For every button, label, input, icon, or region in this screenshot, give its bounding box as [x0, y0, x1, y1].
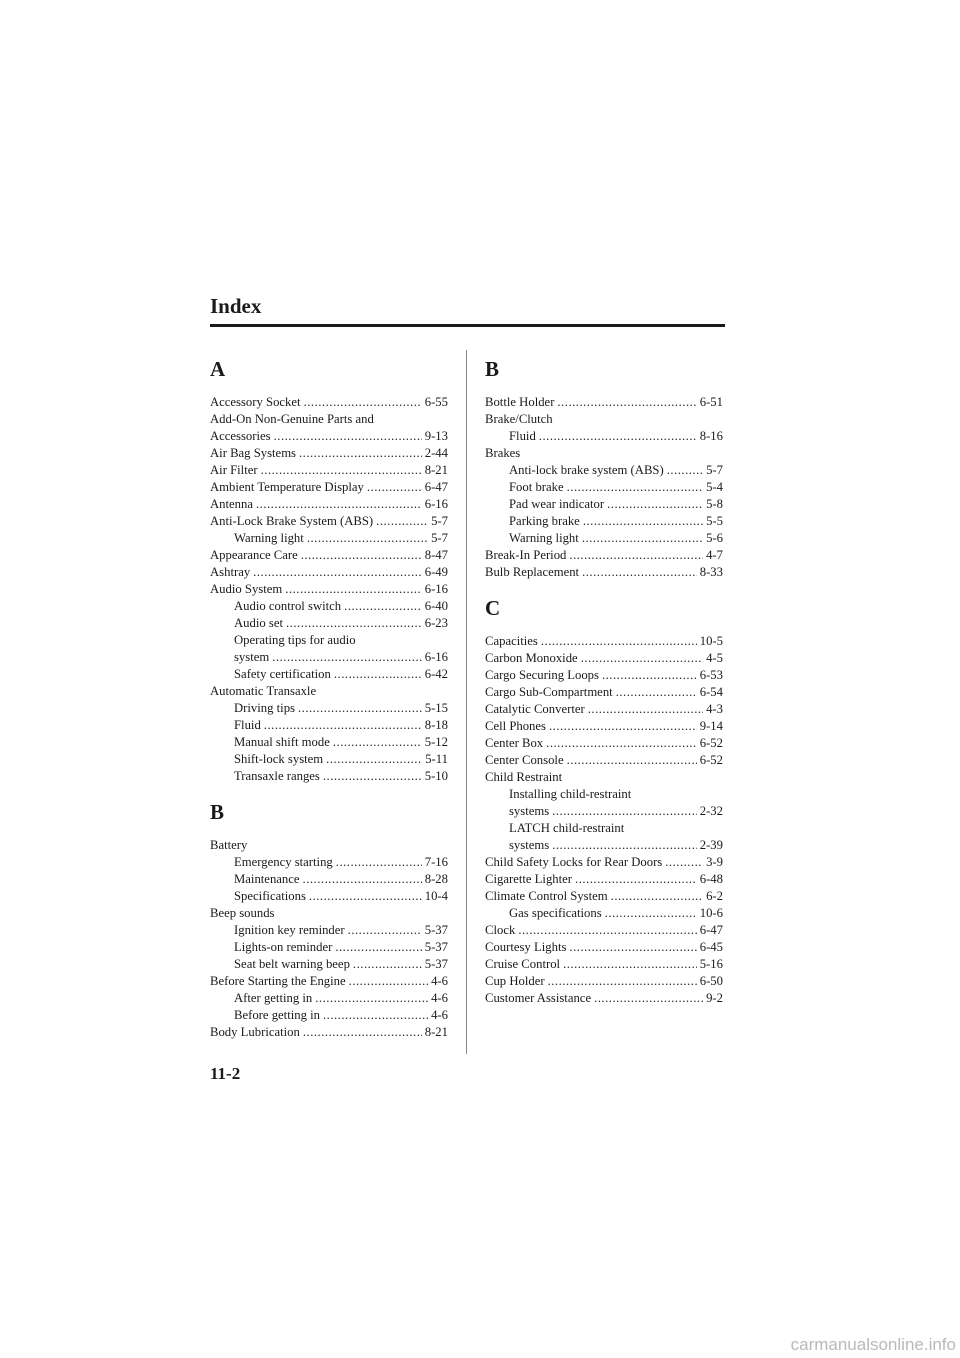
entry-page-ref: 6-48 [699, 872, 723, 886]
index-subentry [210, 717, 448, 734]
entry-text: Antenna [210, 497, 253, 511]
index-entry [210, 1024, 448, 1041]
entry-page-ref: 8-47 [424, 548, 448, 562]
index-entry [485, 547, 723, 564]
index-entry [485, 701, 723, 718]
entry-page-ref: 5-10 [424, 769, 448, 783]
entry-text: Fluid [234, 718, 261, 732]
entry-text: systems [509, 804, 550, 818]
entry-text: Brakes [485, 446, 521, 460]
entry-text: Lights-on reminder [234, 940, 333, 954]
entry-text: Automatic Transaxle [210, 684, 317, 698]
dot-leader [301, 547, 422, 564]
index-entry [485, 922, 723, 939]
index-subentry [210, 632, 448, 649]
index-entry [210, 547, 448, 564]
page-title: Index [210, 294, 262, 318]
index-entry [485, 888, 723, 905]
entry-page-ref: 9-2 [706, 991, 723, 1005]
entry-page-ref: 6-40 [424, 599, 448, 613]
dot-leader [567, 752, 697, 769]
index-subentry [210, 751, 448, 768]
entry-text: Gas specifications [509, 906, 602, 920]
dot-leader [264, 717, 422, 734]
entry-page-ref: 6-52 [699, 736, 723, 750]
index-subentry [210, 1007, 448, 1024]
entry-page-ref: 5-37 [424, 940, 448, 954]
entry-page-ref: 2-39 [699, 838, 723, 852]
entry-page-ref: 9-13 [424, 429, 448, 443]
index-entry [485, 973, 723, 990]
entry-page-ref: 9-14 [699, 719, 723, 733]
index-entry [485, 650, 723, 667]
dot-leader [605, 905, 697, 922]
index-subentry [485, 462, 723, 479]
entry-page-ref: 6-53 [699, 668, 723, 682]
entry-text: Appearance Care [210, 548, 298, 562]
entry-text: Audio set [234, 616, 283, 630]
entry-page-ref: 5-7 [431, 531, 448, 545]
entry-text: Anti-lock brake system (ABS) [509, 463, 664, 477]
dot-leader [583, 513, 703, 530]
entry-text: Clock [485, 923, 516, 937]
entry-text: Warning light [509, 531, 579, 545]
entry-page-ref: 4-7 [706, 548, 723, 562]
dot-leader [323, 768, 422, 785]
entry-page-ref: 6-49 [424, 565, 448, 579]
entry-page-ref: 8-16 [699, 429, 723, 443]
entry-text: LATCH child-restraint [509, 821, 625, 835]
index-subentry [210, 939, 448, 956]
dot-leader [326, 751, 422, 768]
entry-page-ref: 6-16 [424, 650, 448, 664]
entry-text: Specifications [234, 889, 306, 903]
entry-page-ref: 5-4 [706, 480, 723, 494]
dot-leader [274, 428, 422, 445]
entry-page-ref: 10-5 [699, 634, 723, 648]
dot-leader [575, 871, 697, 888]
entry-text: Air Bag Systems [210, 446, 296, 460]
entry-page-ref: 6-16 [424, 582, 448, 596]
index-entry [485, 854, 723, 871]
entry-text: Child Restraint [485, 770, 563, 784]
index-entry [210, 564, 448, 581]
entry-text: system [234, 650, 270, 664]
dot-leader [367, 479, 422, 496]
dot-leader [353, 956, 422, 973]
entry-page-ref: 6-50 [699, 974, 723, 988]
entry-page-ref: 3-9 [706, 855, 723, 869]
index-entry [485, 667, 723, 684]
index-entry [210, 445, 448, 462]
dot-leader [569, 939, 696, 956]
dot-leader [582, 564, 697, 581]
index-entry [485, 564, 723, 581]
index-entry [485, 769, 723, 786]
entry-page-ref: 6-55 [424, 395, 448, 409]
dot-leader [616, 684, 697, 701]
entry-text: Installing child-restraint [509, 787, 632, 801]
entry-text: Capacities [485, 634, 538, 648]
dot-leader [541, 633, 697, 650]
dot-leader [261, 462, 422, 479]
dot-leader [335, 939, 421, 956]
index-subentry [485, 820, 723, 837]
entry-page-ref: 5-37 [424, 923, 448, 937]
dot-leader [667, 462, 703, 479]
entry-text: Parking brake [509, 514, 580, 528]
dot-leader [552, 803, 697, 820]
dot-leader [285, 581, 421, 598]
page-number: 11-2 [210, 1064, 241, 1083]
entry-page-ref: 6-2 [706, 889, 723, 903]
index-entry [210, 394, 448, 411]
index-entry [485, 718, 723, 735]
index-subentry [485, 496, 723, 513]
entry-text: Manual shift mode [234, 735, 330, 749]
index-entry [210, 905, 448, 922]
dot-leader [323, 1007, 428, 1024]
dot-leader [299, 445, 422, 462]
dot-leader [303, 871, 422, 888]
entry-text: Add-On Non-Genuine Parts and [210, 412, 374, 426]
entry-page-ref: 10-4 [424, 889, 448, 903]
dot-leader [567, 479, 703, 496]
index-subentry [485, 786, 723, 803]
entry-page-ref: 6-42 [424, 667, 448, 681]
entry-text: Maintenance [234, 872, 300, 886]
entry-page-ref: 8-33 [699, 565, 723, 579]
entry-text: Shift-lock system [234, 752, 324, 766]
entry-text: Courtesy Lights [485, 940, 567, 954]
entry-page-ref: 8-21 [424, 1025, 448, 1039]
dot-leader [607, 496, 703, 513]
index-subentry [485, 530, 723, 547]
watermark: carmanualsonline.info [790, 1335, 956, 1354]
index-entry [210, 479, 448, 496]
dot-leader [348, 922, 422, 939]
entry-page-ref: 5-6 [706, 531, 723, 545]
index-subentry [210, 888, 448, 905]
index-entry [485, 752, 723, 769]
index-subentry [210, 615, 448, 632]
dot-leader [581, 650, 703, 667]
entry-page-ref: 5-12 [424, 735, 448, 749]
index-entry [210, 683, 448, 700]
dot-leader [518, 922, 696, 939]
dot-leader [665, 854, 703, 871]
entry-page-ref: 6-54 [699, 685, 723, 699]
index-entry [210, 581, 448, 598]
entry-page-ref: 5-16 [699, 957, 723, 971]
entry-text: Audio control switch [234, 599, 342, 613]
entry-text: Cargo Securing Loops [485, 668, 599, 682]
entry-text: Operating tips for audio [234, 633, 356, 647]
dot-leader [611, 888, 703, 905]
index-entry [485, 633, 723, 650]
index-entry [485, 411, 723, 428]
entry-text: Carbon Monoxide [485, 651, 578, 665]
dot-leader [349, 973, 428, 990]
index-subentry [210, 700, 448, 717]
entry-text: Body Lubrication [210, 1025, 300, 1039]
entry-text: Seat belt warning beep [234, 957, 350, 971]
column-divider [466, 350, 467, 1054]
dot-leader [548, 973, 697, 990]
entry-text: Anti-Lock Brake System (ABS) [210, 514, 374, 528]
dot-leader [539, 428, 697, 445]
entry-text: Catalytic Converter [485, 702, 585, 716]
index-entry [210, 411, 448, 428]
entry-text: Foot brake [509, 480, 564, 494]
index-entry [485, 445, 723, 462]
entry-text: Brake/Clutch [485, 412, 553, 426]
entry-page-ref: 4-6 [431, 991, 448, 1005]
index-subentry [210, 922, 448, 939]
dot-leader [256, 496, 422, 513]
entry-text: Center Console [485, 753, 564, 767]
entry-page-ref: 6-47 [424, 480, 448, 494]
entry-page-ref: 8-28 [424, 872, 448, 886]
entry-text: Accessory Socket [210, 395, 301, 409]
dot-leader [552, 837, 697, 854]
entry-page-ref: 4-3 [706, 702, 723, 716]
index-subentry [485, 837, 723, 854]
entry-page-ref: 5-15 [424, 701, 448, 715]
entry-page-ref: 6-45 [699, 940, 723, 954]
entry-text: Cruise Control [485, 957, 561, 971]
index-subentry [210, 871, 448, 888]
entry-text: Center Box [485, 736, 544, 750]
index-subentry [485, 428, 723, 445]
entry-text: Cargo Sub-Compartment [485, 685, 613, 699]
entry-page-ref: 2-32 [699, 804, 723, 818]
entry-text: Customer Assistance [485, 991, 592, 1005]
entry-text: Ashtray [210, 565, 251, 579]
entry-page-ref: 5-7 [431, 514, 448, 528]
entry-page-ref: 6-23 [424, 616, 448, 630]
entry-text: Warning light [234, 531, 304, 545]
entry-text: Child Safety Locks for Rear Doors [485, 855, 663, 869]
index-subentry [485, 479, 723, 496]
entry-text: Battery [210, 838, 248, 852]
entry-page-ref: 5-7 [706, 463, 723, 477]
index-subentry [210, 530, 448, 547]
entry-text: Transaxle ranges [234, 769, 320, 783]
dot-leader [336, 854, 422, 871]
dot-leader [286, 615, 422, 632]
entry-page-ref: 5-37 [424, 957, 448, 971]
dot-leader [602, 667, 697, 684]
index-entry [210, 428, 448, 445]
entry-page-ref: 4-6 [431, 1008, 448, 1022]
index-subentry [210, 734, 448, 751]
index-entry [485, 735, 723, 752]
dot-leader [582, 530, 703, 547]
entry-page-ref: 5-11 [425, 752, 448, 766]
entry-text: Climate Control System [485, 889, 608, 903]
entry-text: Pad wear indicator [509, 497, 605, 511]
index-subentry [210, 649, 448, 666]
entry-text: After getting in [234, 991, 313, 1005]
dot-leader [563, 956, 697, 973]
index-entry [485, 684, 723, 701]
entry-text: Beep sounds [210, 906, 275, 920]
entry-text: Emergency starting [234, 855, 333, 869]
entry-page-ref: 10-6 [699, 906, 723, 920]
index-entry [210, 973, 448, 990]
index-subentry [210, 956, 448, 973]
dot-leader [569, 547, 703, 564]
index-subentry [210, 666, 448, 683]
dot-leader [333, 734, 422, 751]
section-letter: B [485, 357, 500, 381]
dot-leader [546, 735, 697, 752]
entry-page-ref: 6-51 [699, 395, 723, 409]
section-letter: C [485, 596, 501, 620]
index-subentry [485, 905, 723, 922]
index-subentry [210, 854, 448, 871]
entry-text: Ignition key reminder [234, 923, 345, 937]
entry-text: Cell Phones [485, 719, 546, 733]
entry-page-ref: 5-5 [706, 514, 723, 528]
dot-leader [315, 990, 428, 1007]
entry-text: Ambient Temperature Display [210, 480, 364, 494]
index-entry [485, 956, 723, 973]
dot-leader [334, 666, 422, 683]
entry-text: Bottle Holder [485, 395, 555, 409]
index-subentry [210, 598, 448, 615]
index-subentry [210, 768, 448, 785]
dot-leader [376, 513, 428, 530]
entry-page-ref: 8-18 [424, 718, 448, 732]
index-column-left [210, 356, 448, 1041]
index-entry [485, 990, 723, 1007]
dot-leader [594, 990, 703, 1007]
entry-text: Fluid [509, 429, 536, 443]
dot-leader [272, 649, 421, 666]
entry-page-ref: 7-16 [424, 855, 448, 869]
index-entry [210, 513, 448, 530]
section-letter: A [210, 357, 226, 381]
index-subentry [485, 513, 723, 530]
entry-text: Safety certification [234, 667, 331, 681]
dot-leader [557, 394, 696, 411]
entry-page-ref: 5-8 [706, 497, 723, 511]
entry-page-ref: 6-47 [699, 923, 723, 937]
dot-leader [309, 888, 422, 905]
entry-page-ref: 6-16 [424, 497, 448, 511]
entry-page-ref: 2-44 [424, 446, 448, 460]
entry-page-ref: 8-21 [424, 463, 448, 477]
dot-leader [304, 394, 422, 411]
index-entry [210, 837, 448, 854]
entry-text: systems [509, 838, 550, 852]
index-column-right [485, 356, 723, 1007]
index-subentry [485, 803, 723, 820]
index-entry [210, 462, 448, 479]
entry-text: Air Filter [210, 463, 258, 477]
entry-text: Accessories [210, 429, 271, 443]
entry-text: Audio System [210, 582, 283, 596]
dot-leader [298, 700, 422, 717]
entry-text: Cigarette Lighter [485, 872, 573, 886]
entry-text: Bulb Replacement [485, 565, 580, 579]
section-letter: B [210, 800, 225, 824]
dot-leader [588, 701, 703, 718]
entry-text: Before Starting the Engine [210, 974, 346, 988]
entry-text: Before getting in [234, 1008, 320, 1022]
entry-text: Break-In Period [485, 548, 567, 562]
entry-text: Driving tips [234, 701, 295, 715]
dot-leader [307, 530, 428, 547]
index-entry [485, 871, 723, 888]
entry-page-ref: 6-52 [699, 753, 723, 767]
dot-leader [549, 718, 697, 735]
index-entry [485, 394, 723, 411]
entry-page-ref: 4-5 [706, 651, 723, 665]
index-subentry [210, 990, 448, 1007]
dot-leader [253, 564, 422, 581]
index-entry [485, 939, 723, 956]
entry-text: Cup Holder [485, 974, 545, 988]
entry-page-ref: 4-6 [431, 974, 448, 988]
title-rule [210, 324, 725, 327]
index-entry [210, 496, 448, 513]
dot-leader [303, 1024, 422, 1041]
dot-leader [344, 598, 422, 615]
